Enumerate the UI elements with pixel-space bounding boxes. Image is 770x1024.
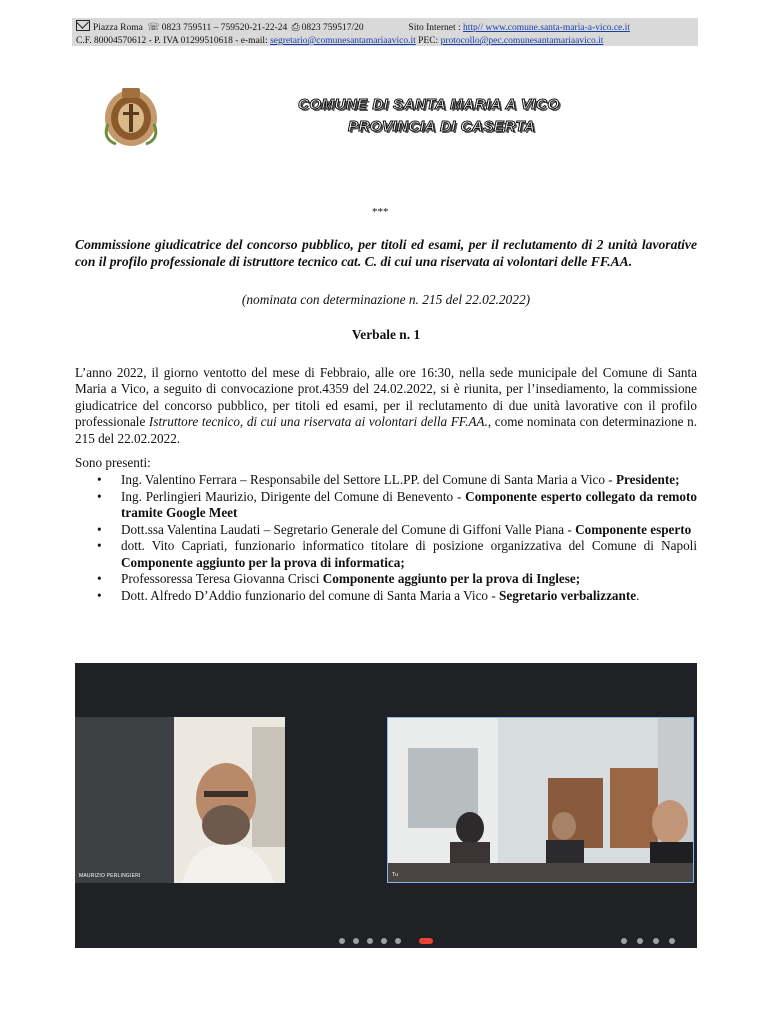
address-text: Piazza Roma <box>93 23 143 33</box>
pec-link[interactable]: protocollo@pec.comunesantamariaavico.it <box>440 36 604 46</box>
intro-text-a: L’anno 2022, il giorno ventotto del mese di Febbraio, alle ore 16:30, nella sede municipale del Comune di Santa Maria a Vico, a seguito di convocazione prot.4359 del 24.02.2022, si è riunita, per l’insediamento, la commissione giudicatrice del concorso pubblico, per titoli ed esami, per il reclutamento di due unità lavorative con il profilo professionale <box>75 365 697 430</box>
list-item: • Ing. Perlingieri Maurizio, Dirigente del Comune di Benevento - Componente esperto collegato da remoto tramite Google Meet <box>75 489 697 521</box>
participant-tile-remote <box>75 717 285 883</box>
video-call-screenshot <box>75 663 697 948</box>
chat-button[interactable] <box>653 938 659 944</box>
letterhead-title: COMUNE DI SANTA MARIA A VICO <box>298 96 560 113</box>
people-button[interactable] <box>637 938 643 944</box>
section-separator: *** <box>372 206 389 218</box>
mic-button[interactable] <box>339 938 345 944</box>
self-view-label: Tu <box>392 872 399 878</box>
letterhead-contact-bar <box>72 18 698 46</box>
participant-tile-room <box>387 717 694 883</box>
site-link[interactable]: http// www.comune.santa-maria-a-vico.ce.it <box>463 23 630 33</box>
fax-icon: ⎙ <box>291 22 300 33</box>
intro-text-b: , come nominata con determinazione n. 215 del 22.02.2022. <box>75 414 698 446</box>
intro-paragraph <box>75 365 697 447</box>
site-label: Sito Internet : <box>408 23 461 33</box>
captions-button[interactable] <box>367 938 373 944</box>
info-button[interactable] <box>621 938 627 944</box>
present-button[interactable] <box>381 938 387 944</box>
fax-text: 0823 759517/20 <box>301 23 364 33</box>
envelope-icon <box>76 20 90 31</box>
members-list <box>75 472 697 605</box>
present-label: Sono presenti: <box>75 455 151 470</box>
list-item: • dott. Vito Capriati, funzionario informatico titolare di posizione organizzativa del Comune di Napoli Componente aggiunto per la prova di informatica; <box>75 538 697 570</box>
letterhead-subtitle: PROVINCIA DI CASERTA <box>348 118 536 135</box>
contact-line-1 <box>76 20 694 35</box>
contact-line-2 <box>76 35 694 48</box>
list-item: • Professoressa Teresa Giovanna Crisci Componente aggiunto per la prova di Inglese; <box>75 571 697 587</box>
pec-label: PEC: <box>418 36 439 46</box>
list-item: • Ing. Valentino Ferrara – Responsabile del Settore LL.PP. del Comune di Santa Maria a Vico - Presidente; <box>75 472 697 488</box>
call-controls-bar <box>75 934 697 948</box>
municipal-crest-logo <box>100 84 162 150</box>
list-item: • Dott.ssa Valentina Laudati – Segretario Generale del Comune di Giffoni Valle Piana - Componente esperto <box>75 522 697 538</box>
appointment-note: (nominata con determinazione n. 215 del 22.02.2022) <box>241 292 531 307</box>
camera-button[interactable] <box>353 938 359 944</box>
phone-icon: ☏ <box>147 22 160 33</box>
report-title: Verbale n. 1 <box>351 327 421 342</box>
phone-text: 0823 759511 – 759520-21-22-24 <box>161 23 288 33</box>
participant-name-label: MAURIZIO PERLINGIERI <box>79 873 141 879</box>
email-link[interactable]: segretario@comunesantamariaavico.it <box>270 36 416 46</box>
intro-text-italic: Istruttore tecnico, di cui una riservata ai volontari della FF.AA. <box>148 414 488 430</box>
participant-video <box>174 717 285 883</box>
end-call-button[interactable] <box>419 938 433 944</box>
more-options-button[interactable] <box>395 938 401 944</box>
list-item: • Dott. Alfredo D’Addio funzionario del comune di Santa Maria a Vico - Segretario verbalizzante. <box>75 588 697 604</box>
activities-button[interactable] <box>669 938 675 944</box>
tax-code-text: C.F. 80004570612 - P. IVA 01299510618 - e-mail: <box>76 36 268 46</box>
commission-heading: Commissione giudicatrice del concorso pubblico, per titoli ed esami, per il reclutamento di 2 unità lavorative con il profilo professionale di istruttore tecnico cat. C. di cui una riservata ai volontari delle FF.AA. <box>75 237 697 269</box>
